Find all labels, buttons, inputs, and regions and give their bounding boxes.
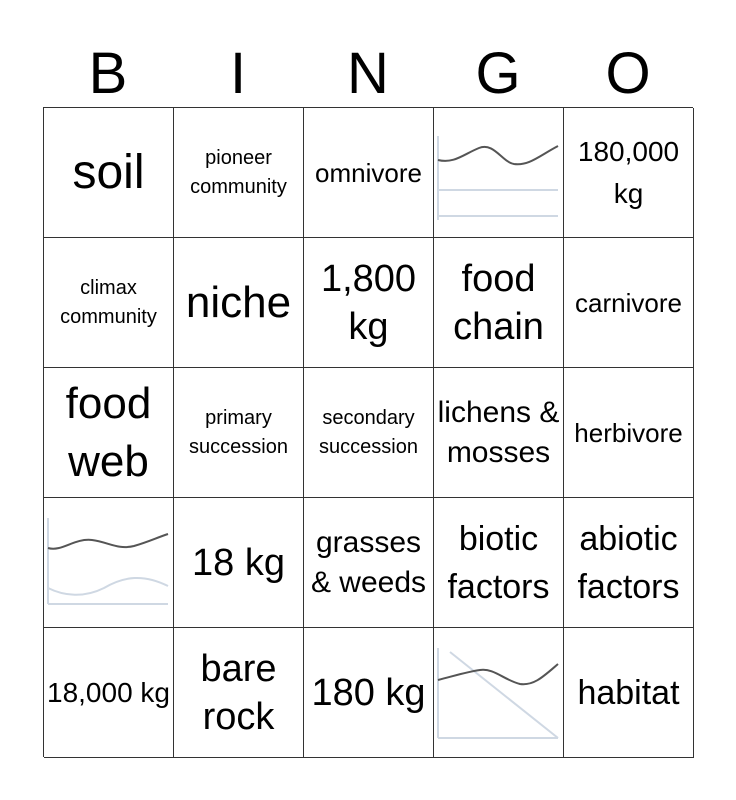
cell-180-kg[interactable] [304,628,434,758]
cell-text: food chain [453,257,544,348]
header-letter-g: G [475,41,521,106]
cell-180000-kg[interactable] [564,108,694,238]
cell-text: 18,000 kg [47,676,170,708]
cell-lichens-mosses[interactable] [434,368,564,498]
cell-free-space-image[interactable] [44,498,174,628]
cell-text: biotic factors [447,519,550,606]
cell-18-kg[interactable] [174,498,304,628]
cell-carnivore[interactable] [564,238,694,368]
cell-text: climax community [60,276,157,328]
cell-text: grasses & weeds [310,525,427,599]
cell-text: primary succession [189,406,288,458]
cell-text: habitat [577,673,680,712]
bingo-grid [43,107,693,757]
cell-text: carnivore [575,287,682,318]
header-letter-i: I [229,41,247,106]
cell-food-web[interactable] [44,368,174,498]
cell-bare-rock[interactable] [174,628,304,758]
header-letter-b: B [88,41,128,106]
cell-abiotic-factors[interactable] [564,498,694,628]
cell-text: omnivore [315,157,422,188]
cell-niche[interactable] [174,238,304,368]
sketch-chart-icon [434,108,563,237]
cell-habitat[interactable] [564,628,694,758]
cell-text: herbivore [574,417,683,448]
cell-primary-succession[interactable] [174,368,304,498]
cell-climax-community[interactable] [44,238,174,368]
bingo-header [43,40,693,108]
cell-food-chain[interactable] [434,238,564,368]
cell-text: 180,000 kg [577,135,680,209]
header-letter-o: O [605,41,651,106]
cell-omnivore[interactable] [304,108,434,238]
cell-18000-kg[interactable] [44,628,174,758]
cell-pioneer-community[interactable] [174,108,304,238]
cell-biotic-factors[interactable] [434,498,564,628]
cell-text: food web [65,378,152,486]
cell-text: 1,800 kg [320,257,417,348]
cell-text: abiotic factors [577,519,680,606]
cell-text: 18 kg [192,541,285,584]
cell-soil[interactable] [44,108,174,238]
cell-herbivore[interactable] [564,368,694,498]
cell-text: pioneer community [190,146,287,198]
cell-text: bare rock [200,647,277,738]
header-letter-n: N [347,41,389,106]
cell-text: soil [72,145,145,199]
cell-text: secondary succession [319,406,418,458]
cell-1800-kg[interactable] [304,238,434,368]
cell-secondary-succession[interactable] [304,368,434,498]
sketch-chart-icon [44,498,173,627]
cell-grasses-weeds[interactable] [304,498,434,628]
cell-text: 180 kg [311,671,426,714]
cell-text: lichens & mosses [437,395,560,469]
cell-free-space-image[interactable] [434,108,564,238]
cell-text: niche [185,277,292,327]
sketch-chart-icon [434,628,563,757]
cell-free-space-image[interactable] [434,628,564,758]
